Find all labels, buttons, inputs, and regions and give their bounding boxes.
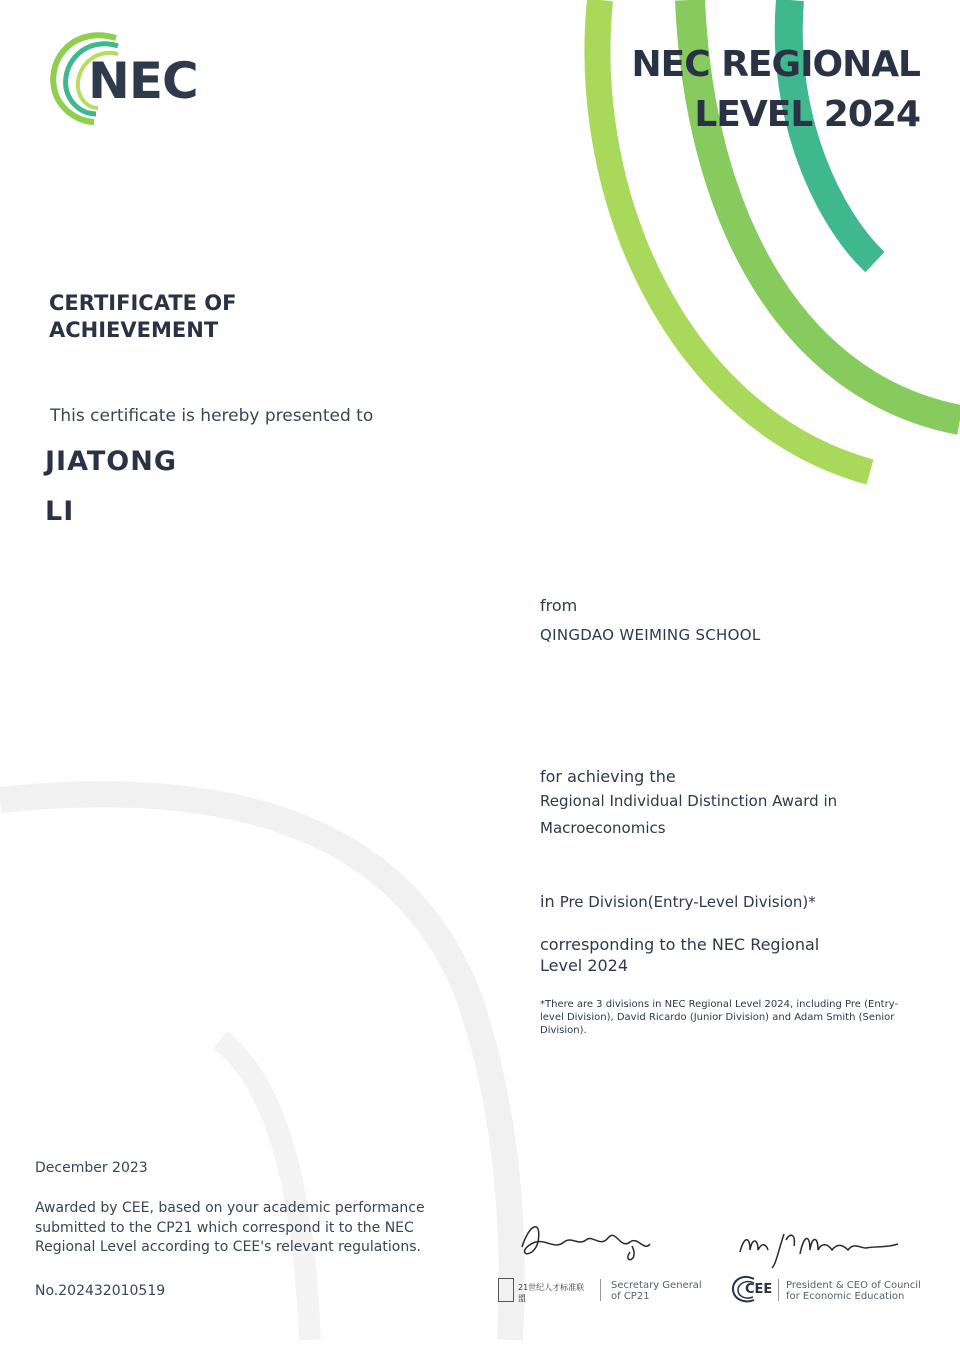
gray-arc-inner <box>220 1040 310 1340</box>
signature-1-divider <box>600 1279 601 1301</box>
certificate-title <box>49 290 237 344</box>
signature-1-role-line2: of CP21 <box>611 1291 650 1302</box>
signature-2-divider <box>778 1279 779 1301</box>
corresponding-line1: corresponding to the NEC Regional <box>540 935 820 954</box>
certificate-title-line1: CERTIFICATE OF <box>49 291 237 315</box>
signature-2-role-line2: for Economic Education <box>786 1291 905 1302</box>
certificate-number-prefix: No. <box>35 1283 59 1299</box>
corresponding-text <box>540 934 819 976</box>
signature-1-image <box>512 1212 662 1267</box>
division-name: Pre Division(Entry-Level Division)* <box>559 893 816 911</box>
issue-date: December 2023 <box>35 1160 148 1176</box>
cee-org-logo-text: CEE <box>745 1282 773 1297</box>
recipient-last-name: LI <box>45 496 75 527</box>
signature-2-role <box>786 1280 921 1302</box>
certificate-number-value: 202432010519 <box>58 1283 166 1299</box>
signature-1-role <box>611 1280 702 1302</box>
presented-text: This certificate is hereby presented to <box>50 406 374 426</box>
cp21-logo-icon <box>498 1278 514 1302</box>
for-achieving-label: for achieving the <box>540 767 676 786</box>
event-title-line2: LEVEL 2024 <box>694 94 920 135</box>
from-label: from <box>540 596 578 615</box>
signature-2-image <box>736 1222 906 1272</box>
school-name: QINGDAO WEIMING SCHOOL <box>540 626 761 644</box>
awarded-text: Awarded by CEE, based on your academic performance submitted to the CP21 which correspond it to the NEC Regional Level according to CEE's relevant regulations. <box>35 1200 425 1255</box>
certificate-number <box>35 1283 165 1299</box>
cp21-org-logo-text: 21世纪人才标准联盟 <box>518 1283 585 1303</box>
nec-logo-text: NEC <box>88 52 198 110</box>
signature-1-role-line1: Secretary General <box>611 1280 702 1291</box>
division-line <box>540 892 816 911</box>
event-title-line1: NEC REGIONAL <box>631 44 920 85</box>
award-name-line2: Macroeconomics <box>540 819 666 837</box>
divisions-note: *There are 3 divisions in NEC Regional Level 2024, including Pre (Entry-level Division), David Ricardo (Junior Division) and Adam Smith (Senior Division). <box>540 999 899 1036</box>
corresponding-line2: Level 2024 <box>540 956 629 975</box>
certificate-title-line2: ACHIEVEMENT <box>49 318 219 342</box>
recipient-first-name: JIATONG <box>45 446 178 477</box>
signature-2-role-line1: President & CEO of Council <box>786 1280 921 1291</box>
in-label: in <box>540 892 555 911</box>
event-title <box>632 40 920 140</box>
award-name-line1: Regional Individual Distinction Award in <box>540 792 838 810</box>
